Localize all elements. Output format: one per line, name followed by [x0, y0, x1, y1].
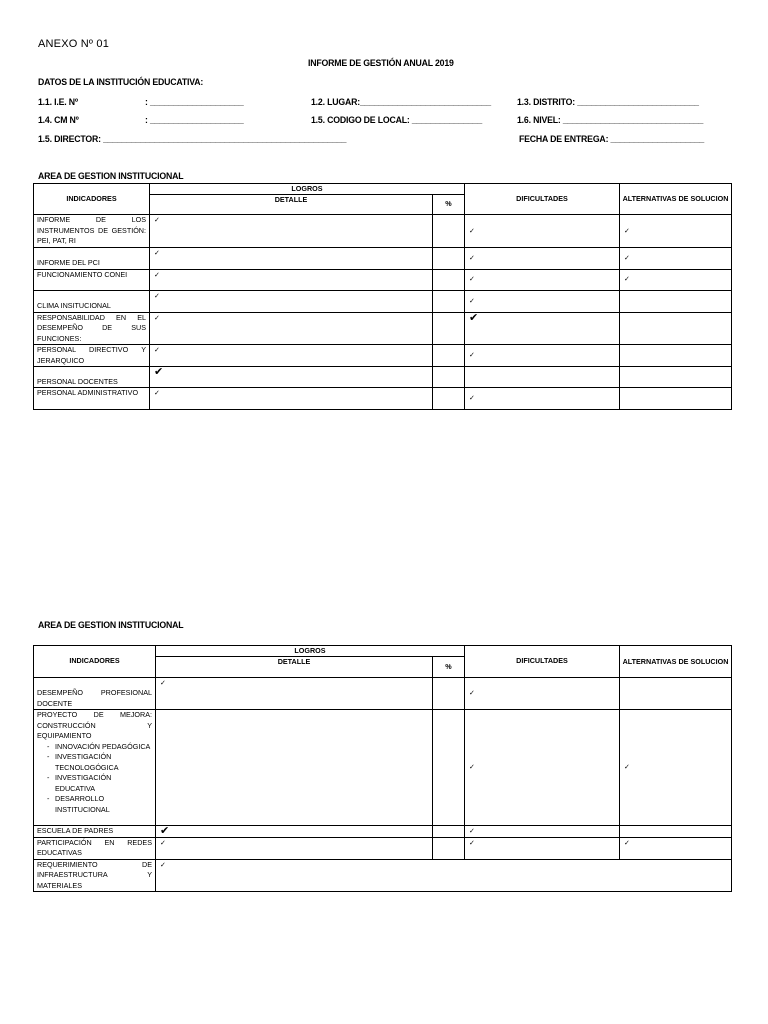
indicator-cell: ESCUELA DE PADRES: [34, 826, 156, 838]
table2-area-title: AREA DE GESTION INSTITUCIONAL: [38, 620, 184, 631]
proyecto-list: [37, 742, 152, 816]
field-cm-label: 1.4. CM Nº: [38, 115, 79, 126]
pct-cell[interactable]: [433, 215, 465, 248]
header-alternativas: ALTERNATIVAS DE SOLUCION: [620, 184, 732, 215]
header-detalle: DETALLE: [156, 657, 433, 678]
indicator-cell: PARTICIPACIÓN EN REDES EDUCATIVAS: [34, 837, 156, 859]
empty-cell[interactable]: [620, 345, 732, 367]
field-lugar[interactable]: 1.2. LUGAR:____________________________: [311, 97, 491, 108]
check-mark-bold[interactable]: ✔: [465, 312, 620, 345]
pct-cell[interactable]: [433, 710, 465, 826]
table-row: [34, 826, 732, 838]
empty-cell[interactable]: [620, 826, 732, 838]
field-ie-value[interactable]: : ____________________: [145, 97, 244, 108]
table-row: [34, 247, 732, 269]
empty-cell[interactable]: [620, 367, 732, 388]
indicator-cell: PERSONAL ADMINISTRATIVO: [34, 388, 150, 410]
header-pct: %: [433, 195, 465, 215]
indicator-cell: INFORME DEL PCI: [34, 247, 150, 269]
table-row: [34, 710, 732, 826]
check-mark[interactable]: ✓: [465, 837, 620, 859]
check-mark[interactable]: ✓: [150, 388, 433, 410]
header-dificultades: DIFICULTADES: [465, 646, 620, 678]
check-mark[interactable]: ✓: [150, 269, 433, 290]
list-item: - INNOVACIÓN PEDAGÓGICA: [47, 742, 152, 753]
check-mark[interactable]: ✓: [150, 312, 433, 345]
table-row: [34, 859, 732, 892]
header-detalle: DETALLE: [150, 195, 433, 215]
header-logros: LOGROS: [156, 646, 465, 657]
check-mark[interactable]: ✓: [150, 215, 433, 248]
empty-cell[interactable]: [620, 388, 732, 410]
check-mark[interactable]: ✓: [465, 345, 620, 367]
check-mark-bold[interactable]: ✔: [150, 367, 433, 388]
header-pct: %: [433, 657, 465, 678]
check-mark[interactable]: ✓: [150, 345, 433, 367]
anexo-label: ANEXO Nº 01: [38, 38, 110, 50]
list-item: - INVESTIGACIÓN EDUCATIVA: [47, 773, 152, 794]
field-ie-label: 1.1. I.E. Nº: [38, 97, 78, 108]
table-row: [34, 367, 732, 388]
check-mark[interactable]: ✓: [465, 290, 620, 312]
check-mark[interactable]: ✓: [620, 215, 732, 248]
field-nivel[interactable]: 1.6. NIVEL: ______________________________: [517, 115, 704, 126]
indicator-cell: CLIMA INSITUCIONAL: [34, 290, 150, 312]
field-distrito[interactable]: 1.3. DISTRITO: __________________________: [517, 97, 699, 108]
table1: [33, 183, 732, 410]
table1-area-title: AREA DE GESTION INSTITUCIONAL: [38, 171, 184, 182]
empty-cell[interactable]: [465, 367, 620, 388]
header-dificultades: DIFICULTADES: [465, 184, 620, 215]
pct-cell[interactable]: [433, 837, 465, 859]
empty-cell[interactable]: [620, 678, 732, 710]
check-mark-bold[interactable]: ✔: [156, 826, 433, 838]
check-mark[interactable]: ✓: [620, 837, 732, 859]
pct-cell[interactable]: [433, 388, 465, 410]
indicator-cell: PERSONAL DIRECTIVO Y JERARQUICO: [34, 345, 150, 367]
table-row: [34, 837, 732, 859]
table-row: [34, 388, 732, 410]
pct-cell[interactable]: [433, 290, 465, 312]
table-row: [34, 269, 732, 290]
header-indicadores: INDICADORES: [34, 184, 150, 215]
indicator-cell: FUNCIONAMIENTO CONEI: [34, 269, 150, 290]
check-mark[interactable]: ✓: [156, 678, 433, 710]
pct-cell[interactable]: [433, 826, 465, 838]
header-alternativas: ALTERNATIVAS DE SOLUCION: [620, 646, 732, 678]
check-mark[interactable]: ✓: [465, 826, 620, 838]
table-row: [34, 215, 732, 248]
indicator-cell: INFORME DE LOS INSTRUMENTOS DE GESTIÓN: PEI, PAT, RI: [34, 215, 150, 248]
pct-cell[interactable]: [433, 312, 465, 345]
check-mark[interactable]: ✓: [465, 269, 620, 290]
table2: [33, 645, 732, 892]
field-codigo[interactable]: 1.5. CODIGO DE LOCAL: _______________: [311, 115, 483, 126]
table-row: [34, 312, 732, 345]
pct-cell[interactable]: [433, 345, 465, 367]
empty-cell[interactable]: [620, 290, 732, 312]
check-mark[interactable]: ✓: [620, 710, 732, 826]
table-row: [34, 345, 732, 367]
table-row: [34, 678, 732, 710]
field-fecha[interactable]: FECHA DE ENTREGA: ____________________: [519, 134, 705, 145]
indicator-cell: DESEMPEÑO PROFESIONAL DOCENTE: [34, 678, 156, 710]
indicator-cell: PERSONAL DOCENTES: [34, 367, 150, 388]
field-director[interactable]: 1.5. DIRECTOR: ____________________________________________________: [38, 134, 347, 145]
pct-cell[interactable]: [433, 269, 465, 290]
list-item: - INVESTIGACIÓN TECNOLOGÓGICA: [47, 752, 152, 773]
check-mark[interactable]: ✓: [150, 290, 433, 312]
check-mark[interactable]: ✓: [620, 269, 732, 290]
check-mark[interactable]: ✓: [465, 678, 620, 710]
pct-cell[interactable]: [433, 247, 465, 269]
check-mark[interactable]: ✓: [465, 215, 620, 248]
field-cm-value[interactable]: : ____________________: [145, 115, 244, 126]
check-mark[interactable]: ✓: [620, 247, 732, 269]
proyecto-title: PROYECTO DE MEJORA: CONSTRUCCIÓN Y EQUIPAMIENTO: [37, 710, 152, 740]
check-mark[interactable]: ✓: [465, 247, 620, 269]
check-mark[interactable]: ✓: [156, 837, 433, 859]
header-logros: LOGROS: [150, 184, 465, 195]
datos-title: DATOS DE LA INSTITUCIÓN EDUCATIVA:: [38, 77, 204, 88]
pct-cell[interactable]: [433, 678, 465, 710]
indicator-cell: RESPONSABILIDAD EN EL DESEMPEÑO DE SUS FUNCIONES:: [34, 312, 150, 345]
check-mark[interactable]: ✓: [156, 859, 732, 892]
header-indicadores: INDICADORES: [34, 646, 156, 678]
check-mark[interactable]: ✓: [465, 710, 620, 826]
check-mark[interactable]: ✓: [465, 388, 620, 410]
pct-cell[interactable]: [433, 367, 465, 388]
table-row: [34, 290, 732, 312]
indicator-cell: [34, 710, 156, 826]
check-mark[interactable]: ✓: [150, 247, 433, 269]
indicator-cell: REQUERIMIENTO DE INFRAESTRUCTURA Y MATERIALES: [34, 859, 156, 892]
empty-cell[interactable]: [620, 312, 732, 345]
list-item: - DESARROLLO INSTITUCIONAL: [47, 794, 152, 815]
page-title: INFORME DE GESTIÓN ANUAL 2019: [308, 58, 454, 69]
empty-cell[interactable]: [156, 710, 433, 826]
